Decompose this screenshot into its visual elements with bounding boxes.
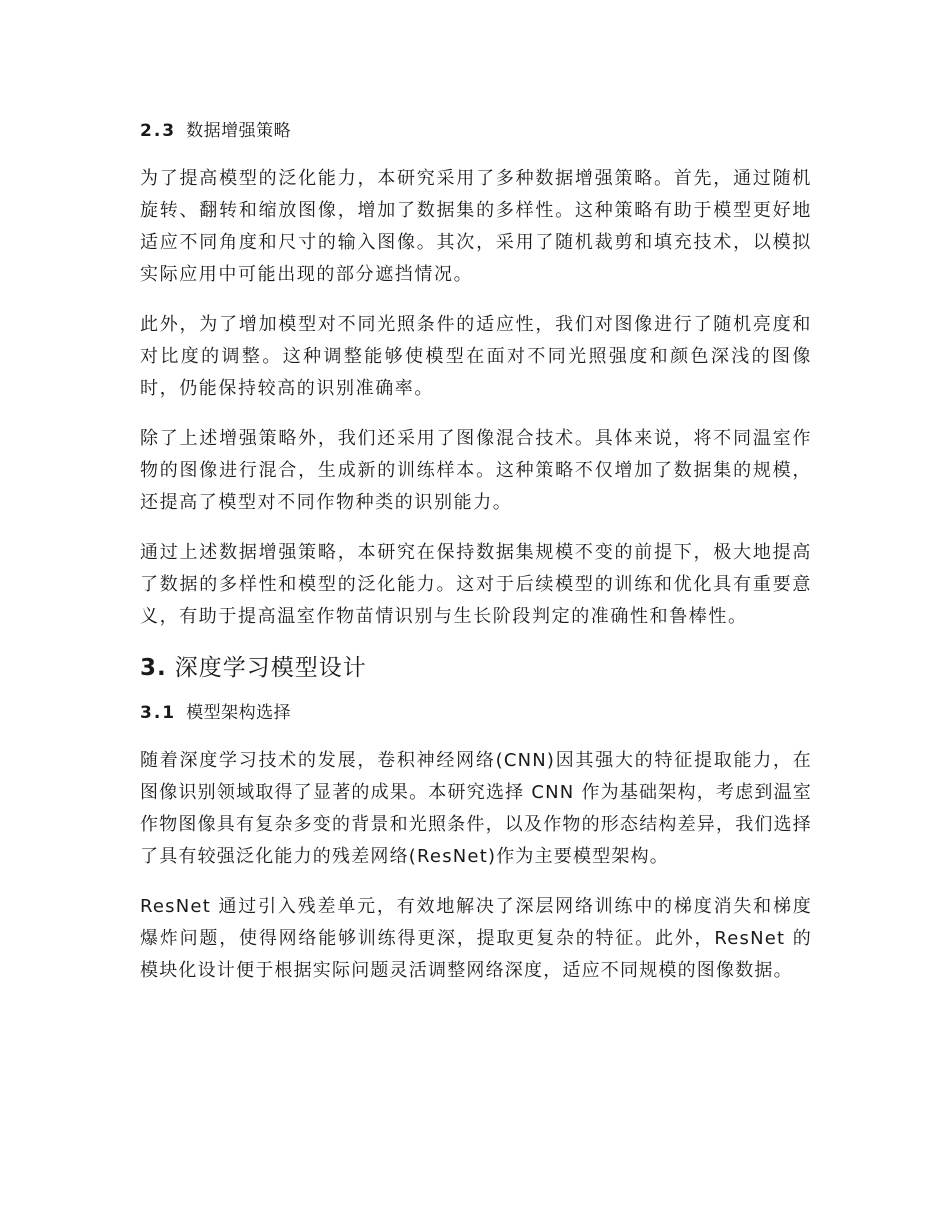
- section-2-3-heading: [140, 117, 812, 145]
- section-3-1-heading: [140, 699, 812, 727]
- paragraph: 随着深度学习技术的发展，卷积神经网络(CNN)因其强大的特征提取能力，在图像识别领域取得了显著的成果。本研究选择 CNN 作为基础架构，考虑到温室作物图像具有复杂多变的背景和光照条件，以及作物的形态结构差异，我们选择了具有较强泛化能力的残差网络(ResNet)作为主要模型架构。: [140, 750, 812, 867]
- section-title: 模型架构选择: [186, 703, 292, 723]
- paragraph: ResNet 通过引入残差单元，有效地解决了深层网络训练中的梯度消失和梯度爆炸问题，使得网络能够训练得更深，提取更复杂的特征。此外，ResNet 的模块化设计便于根据实际问题灵活调整网络深度，适应不同规模的图像数据。: [140, 896, 812, 981]
- section-title: 数据增强策略: [186, 121, 292, 141]
- section-title: 深度学习模型设计: [174, 655, 367, 681]
- paragraph: 除了上述增强策略外，我们还采用了图像混合技术。具体来说，将不同温室作物的图像进行混合，生成新的训练样本。这种策略不仅增加了数据集的规模，还提高了模型对不同作物种类的识别能力。: [140, 428, 812, 513]
- section-number: 3.: [140, 655, 167, 681]
- paragraph: 此外，为了增加模型对不同光照条件的适应性，我们对图像进行了随机亮度和对比度的调整。这种调整能够使模型在面对不同光照强度和颜色深浅的图像时，仍能保持较高的识别准确率。: [140, 314, 812, 399]
- paragraph: 为了提高模型的泛化能力，本研究采用了多种数据增强策略。首先，通过随机旋转、翻转和缩放图像，增加了数据集的多样性。这种策略有助于模型更好地适应不同角度和尺寸的输入图像。其次，采用了随机裁剪和填充技术，以模拟实际应用中可能出现的部分遮挡情况。: [140, 168, 812, 285]
- section-number: 3.1: [140, 703, 177, 723]
- document-page: [140, 117, 812, 1005]
- section-number: 2.3: [140, 121, 177, 141]
- paragraph: 通过上述数据增强策略，本研究在保持数据集规模不变的前提下，极大地提高了数据的多样性和模型的泛化能力。这对于后续模型的训练和优化具有重要意义，有助于提高温室作物苗情识别与生长阶段判定的准确性和鲁棒性。: [140, 542, 812, 627]
- section-3-heading: [140, 651, 812, 685]
